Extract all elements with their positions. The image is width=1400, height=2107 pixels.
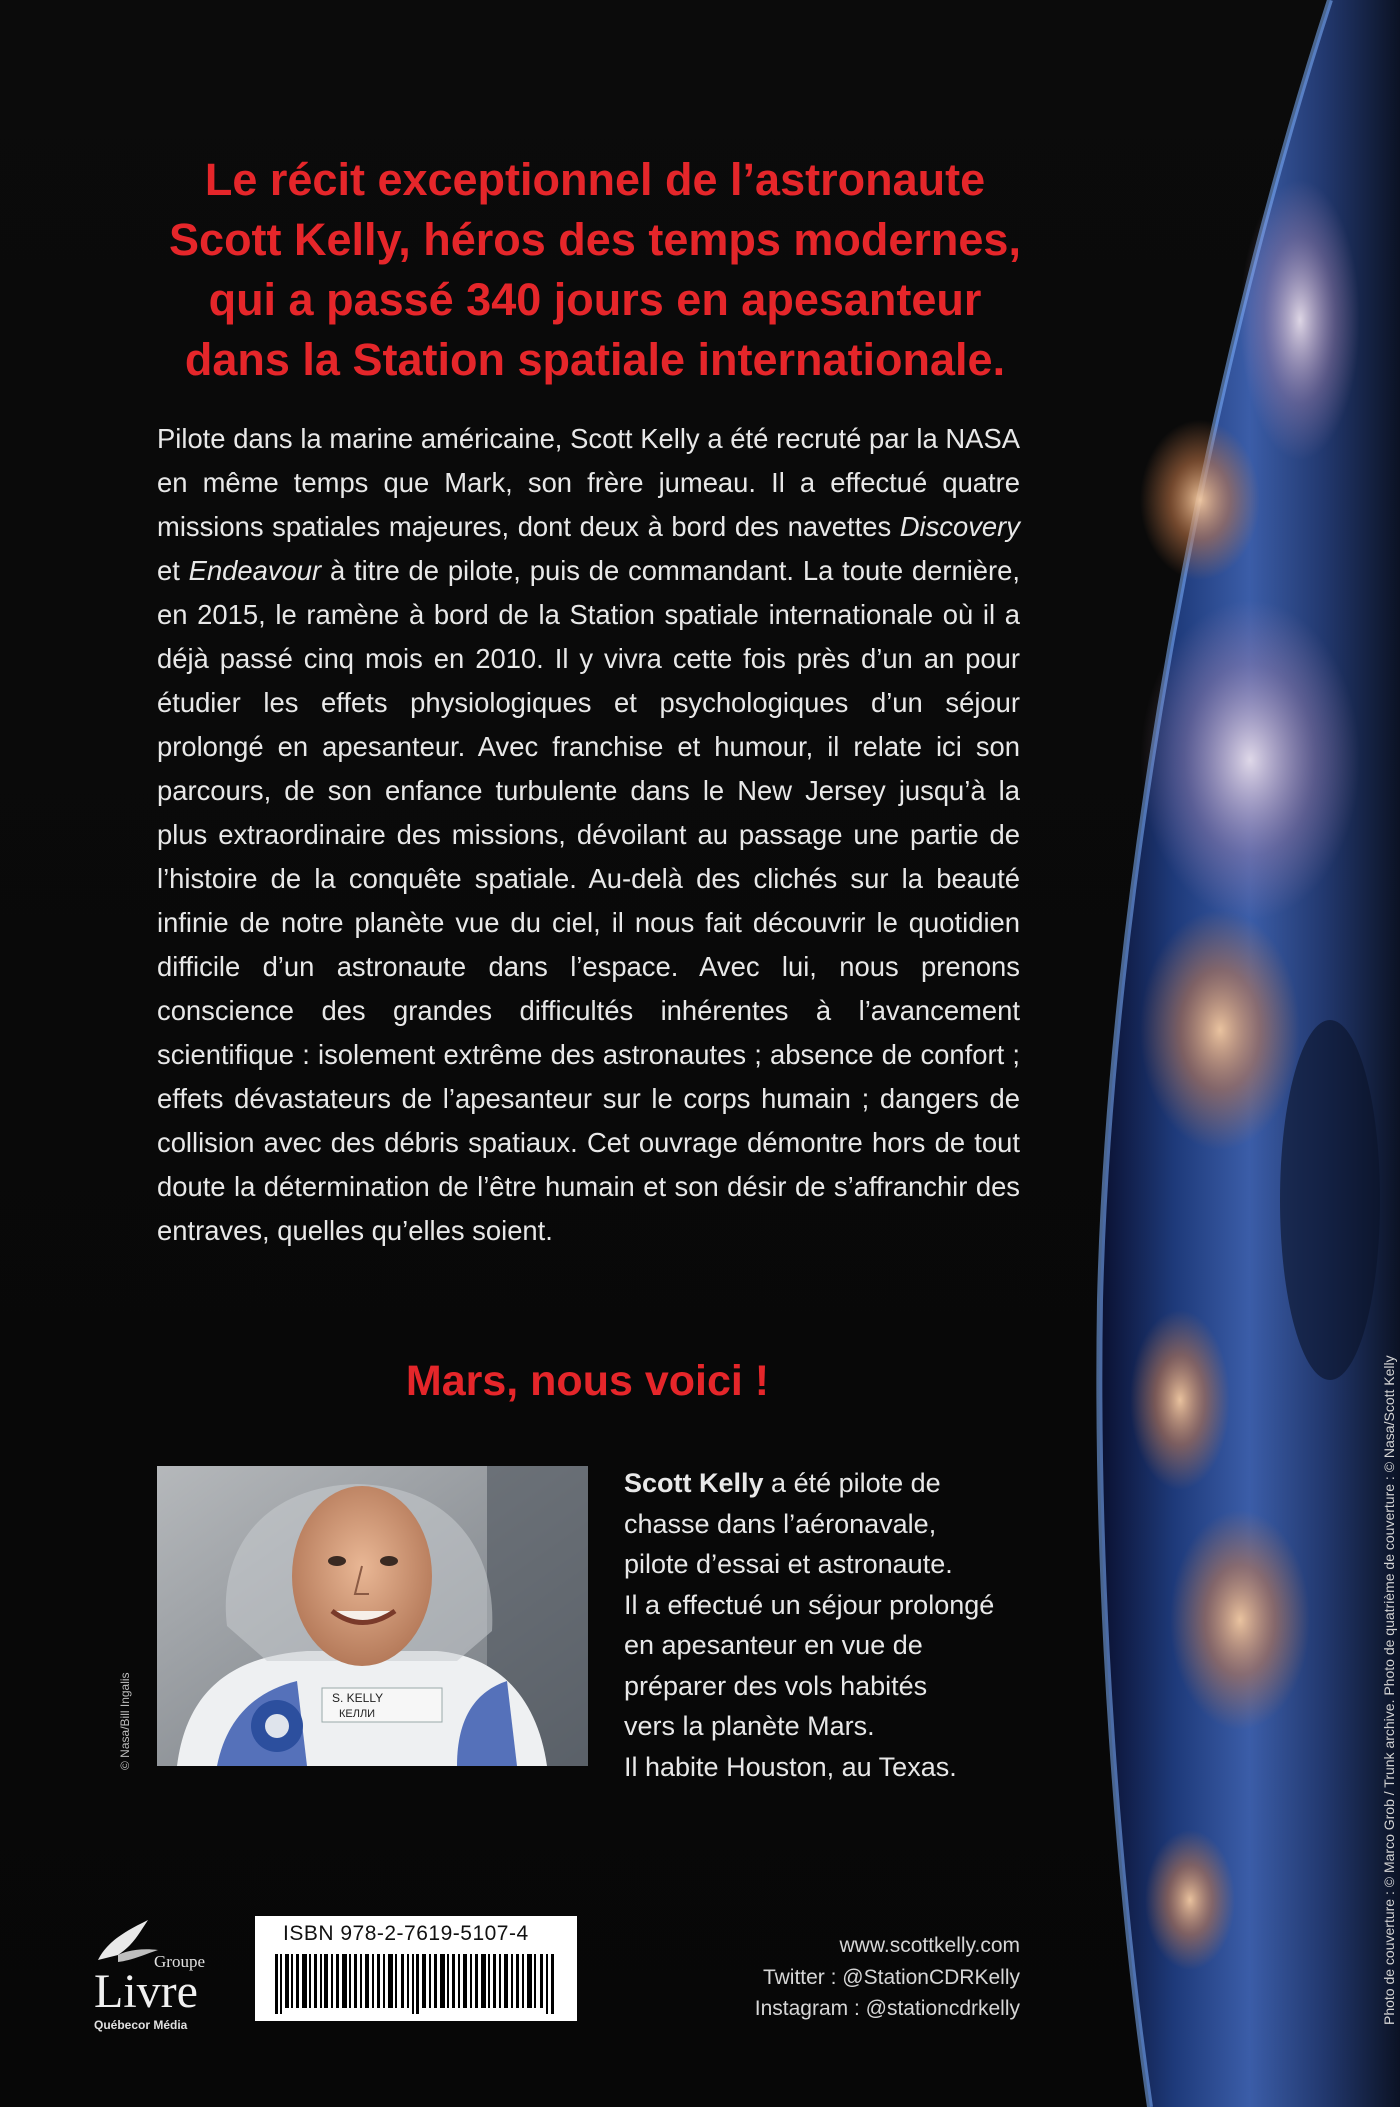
bio-line-4: Il a effectué un séjour prolongé	[624, 1589, 995, 1620]
bio-line-5: en apesanteur en vue de	[624, 1630, 923, 1660]
description-paragraph	[157, 417, 1020, 1253]
isbn-number: ISBN 978-2-7619-5107-4	[283, 1922, 529, 1945]
logo-livre-text: Livre	[94, 1965, 198, 2018]
instagram-handle[interactable]: Instagram : @stationcdrkelly	[754, 1997, 1020, 2020]
bio-line-2: chasse dans l’aéronavale,	[624, 1508, 937, 1539]
bio-author-name: Scott Kelly	[624, 1468, 764, 1498]
author-bio	[624, 1463, 1064, 1787]
headline-line-1: Le récit exceptionnel de l’astronaute	[204, 154, 986, 205]
barcode-icon	[275, 1954, 557, 2014]
author-portrait-image	[157, 1466, 588, 1766]
website-link[interactable]: www.scottkelly.com	[839, 1934, 1020, 1957]
suit-name-tag: S. KELLY	[332, 1691, 384, 1705]
bio-line-1	[624, 1463, 1064, 1504]
photo-credit: © Nasa/Bill Ingalis	[118, 1672, 132, 1770]
logo-groupe-text: Groupe	[154, 1952, 205, 1971]
bio-line-3: pilote d’essai et astronaute.	[624, 1549, 953, 1579]
description-part-1: Pilote dans la marine américaine, Scott Kelly a été recruté par la NASA en même temps que Mark, son frère jumeau. Il a effectué quatre missions spatiales majeures, dont deux à bord des navettes	[157, 423, 1020, 542]
headline-line-4: dans la Station spatiale internationale.	[184, 334, 1006, 385]
description-part-2: à titre de pilote, puis de commandant. La toute dernière, en 2015, le ramène à bord de la Station spatiale internationale où il a déjà passé cinq mois en 2010. Il y vivra cette fois près d’un an pour étudier les effets physiologiques et psychologiques d’un séjour prolongé en apesanteur. Avec franchise et humour, il relate ici son parcours, de son enfance turbulente dans le New Jersey jusqu’à la plus extraordinaire des missions, dévoilant au passage une partie de l’histoire de la conquête spatiale. Au-delà des clichés sur la beauté infinie de notre planète vue du ciel, il nous fait découvrir le quotidien difficile d’un astronaute dans l’espace. Avec lui, nous prenons conscience des grandes difficultés inhérentes à l’avancement scientifique : isolement extrême des astronautes ; absence de confort ; effets dévastateurs de l’apesanteur sur le corps humain ; dangers de collision avec des débris spatiaux. Cet ouvrage démontre hors de tout doute la détermination de l’être humain et son désir de s’affranchir des entraves, quelles qu’elles soient.	[157, 555, 1020, 1246]
cover-photo-credit: Photo de couverture : © Marco Grob / Trunk archive. Photo de quatrième de couverture : © Nasa/Scott Kelly	[1381, 1355, 1397, 2025]
author-photo	[157, 1466, 588, 1766]
slogan: Mars, nous voici !	[405, 1357, 770, 1405]
bio-line-8: Il habite Houston, au Texas.	[624, 1751, 957, 1782]
author-links	[755, 1930, 1020, 2025]
shuttle-name-endeavour: Endeavour	[188, 555, 322, 586]
headline-line-2: Scott Kelly, héros des temps modernes,	[169, 214, 1021, 265]
headline-line-3: qui a passé 340 jours en apesanteur	[208, 274, 982, 325]
twitter-handle[interactable]: Twitter : @StationCDRKelly	[762, 1965, 1020, 1989]
bio-line-7: vers la planète Mars.	[624, 1711, 875, 1741]
bio-line-6: préparer des vols habités	[624, 1670, 928, 1701]
shuttle-name-discovery: Discovery	[899, 511, 1020, 542]
publisher-logo	[80, 1910, 210, 2030]
suit-name-tag-russian: КЕЛЛИ	[339, 1708, 376, 1720]
isbn-barcode-box	[255, 1916, 577, 2021]
description-conjunction: et	[157, 555, 189, 586]
logo-quebecor-text: Québecor Média	[94, 2018, 188, 2032]
bio-line-1-rest: a été pilote de	[763, 1468, 941, 1498]
headline	[130, 150, 1060, 390]
